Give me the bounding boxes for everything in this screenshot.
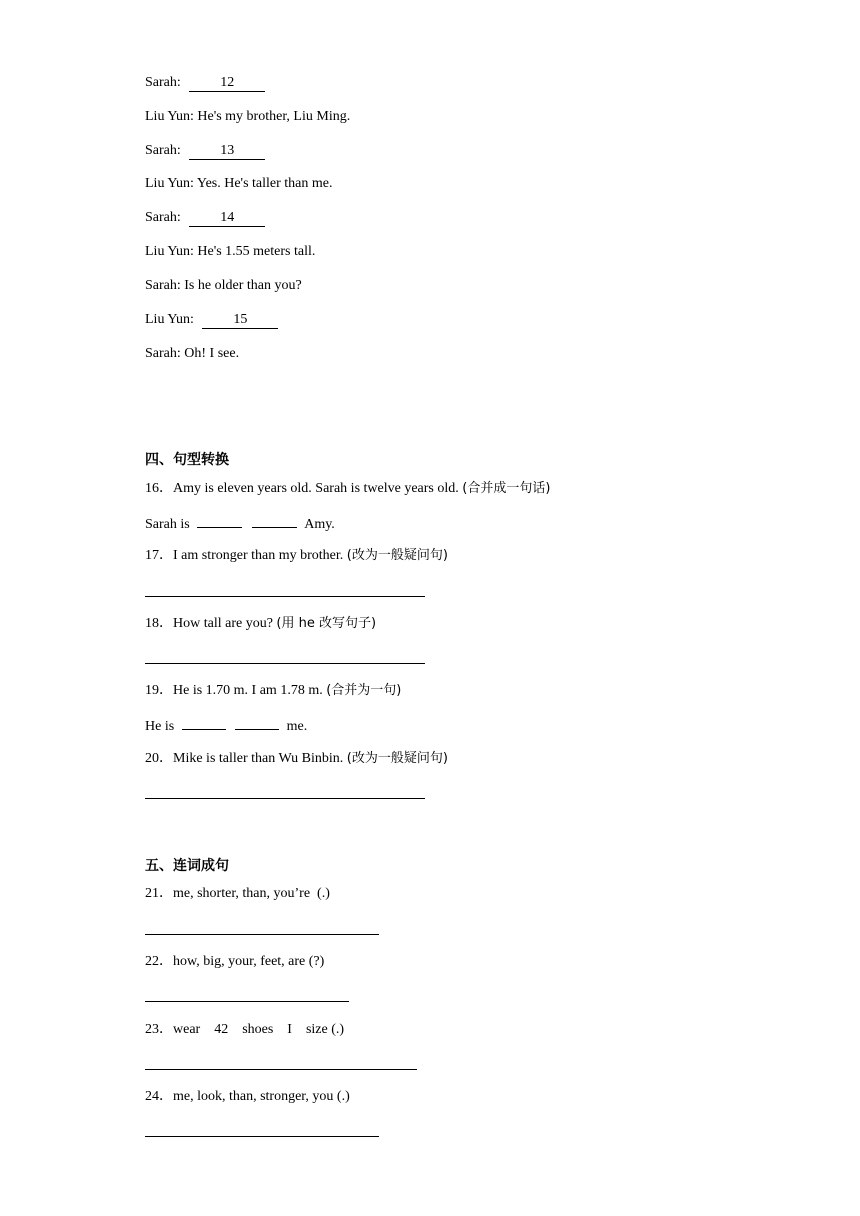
dialogue-line-6	[145, 243, 315, 261]
question-number: 20．	[145, 751, 173, 766]
question-text: How tall are you?	[173, 616, 277, 631]
speaker: Sarah:	[145, 75, 181, 90]
answer-line-17[interactable]	[145, 596, 425, 597]
question-number: 17．	[145, 548, 173, 563]
question-number: 23．	[145, 1022, 173, 1037]
answer-blank[interactable]	[252, 514, 297, 528]
question-hint: (用 he 改写句子)	[276, 616, 377, 631]
dialogue-line-3	[145, 142, 265, 160]
answer-line-20[interactable]	[145, 798, 425, 799]
question-20	[145, 750, 448, 768]
question-hint: (改为一般疑问句)	[346, 548, 448, 563]
answer-line-16	[145, 514, 335, 534]
question-number: 19．	[145, 683, 173, 698]
dialogue-line-2	[145, 108, 350, 126]
question-text: He is 1.70 m. I am 1.78 m.	[173, 683, 327, 698]
dialogue-text: Is he older than you?	[184, 278, 302, 293]
fill-before: He is	[145, 719, 175, 734]
question-22	[145, 953, 324, 971]
question-text: how, big, your, feet, are (?)	[173, 954, 325, 969]
question-number: 21．	[145, 886, 173, 901]
answer-blank[interactable]	[197, 514, 242, 528]
question-text: me, look, than, stronger, you (.)	[173, 1089, 350, 1104]
question-hint: (合并成一句话)	[462, 481, 551, 496]
question-hint: (改为一般疑问句)	[346, 751, 448, 766]
speaker: Liu Yun:	[145, 176, 194, 191]
question-text: Mike is taller than Wu Binbin.	[173, 751, 347, 766]
question-18	[145, 615, 376, 633]
fill-after: me.	[286, 719, 308, 734]
answer-blank-14[interactable]: 14	[189, 211, 265, 227]
answer-line-21[interactable]	[145, 934, 379, 935]
question-number: 18．	[145, 616, 173, 631]
speaker: Sarah:	[145, 143, 181, 158]
speaker: Liu Yun:	[145, 312, 194, 327]
answer-line-22[interactable]	[145, 1001, 349, 1002]
question-text: me, shorter, than, you’re (.)	[173, 886, 330, 901]
dialogue-text: He's 1.55 meters tall.	[197, 244, 316, 259]
question-text: Amy is eleven years old. Sarah is twelve years old.	[173, 481, 463, 496]
answer-blank-15[interactable]: 15	[202, 313, 278, 329]
dialogue-line-8	[145, 311, 278, 329]
answer-blank-12[interactable]: 12	[189, 76, 265, 92]
fill-after: Amy.	[304, 517, 335, 532]
speaker: Sarah:	[145, 278, 181, 293]
question-text: wear 42 shoes I size (.)	[173, 1022, 345, 1037]
question-16	[145, 480, 550, 498]
answer-line-19	[145, 716, 307, 736]
dialogue-text: Yes. He's taller than me.	[196, 176, 333, 191]
speaker: Liu Yun:	[145, 244, 194, 259]
fill-before: Sarah is	[145, 517, 190, 532]
answer-line-18[interactable]	[145, 663, 425, 664]
question-21	[145, 885, 330, 903]
dialogue-text: He's my brother, Liu Ming.	[197, 109, 351, 124]
answer-blank[interactable]	[182, 716, 226, 730]
question-19	[145, 682, 401, 700]
question-text: I am stronger than my brother.	[173, 548, 347, 563]
answer-line-23[interactable]	[145, 1069, 417, 1070]
answer-blank-13[interactable]: 13	[189, 144, 265, 160]
question-24	[145, 1088, 350, 1106]
dialogue-line-1	[145, 74, 265, 92]
answer-blank[interactable]	[235, 716, 279, 730]
section-heading-5: 五、连词成句	[145, 858, 229, 874]
speaker: Sarah:	[145, 346, 181, 361]
answer-line-24[interactable]	[145, 1136, 379, 1137]
dialogue-line-5	[145, 209, 265, 227]
dialogue-line-9	[145, 345, 239, 363]
question-number: 24．	[145, 1089, 173, 1104]
question-17	[145, 547, 448, 565]
question-23	[145, 1021, 344, 1039]
dialogue-line-4	[145, 175, 333, 193]
question-hint: (合并为一句)	[326, 683, 402, 698]
section-heading-4: 四、句型转换	[145, 452, 229, 468]
question-number: 22．	[145, 954, 173, 969]
dialogue-text: Oh! I see.	[184, 346, 240, 361]
question-number: 16．	[145, 481, 173, 496]
speaker: Liu Yun:	[145, 109, 194, 124]
speaker: Sarah:	[145, 210, 181, 225]
dialogue-line-7	[145, 277, 302, 295]
